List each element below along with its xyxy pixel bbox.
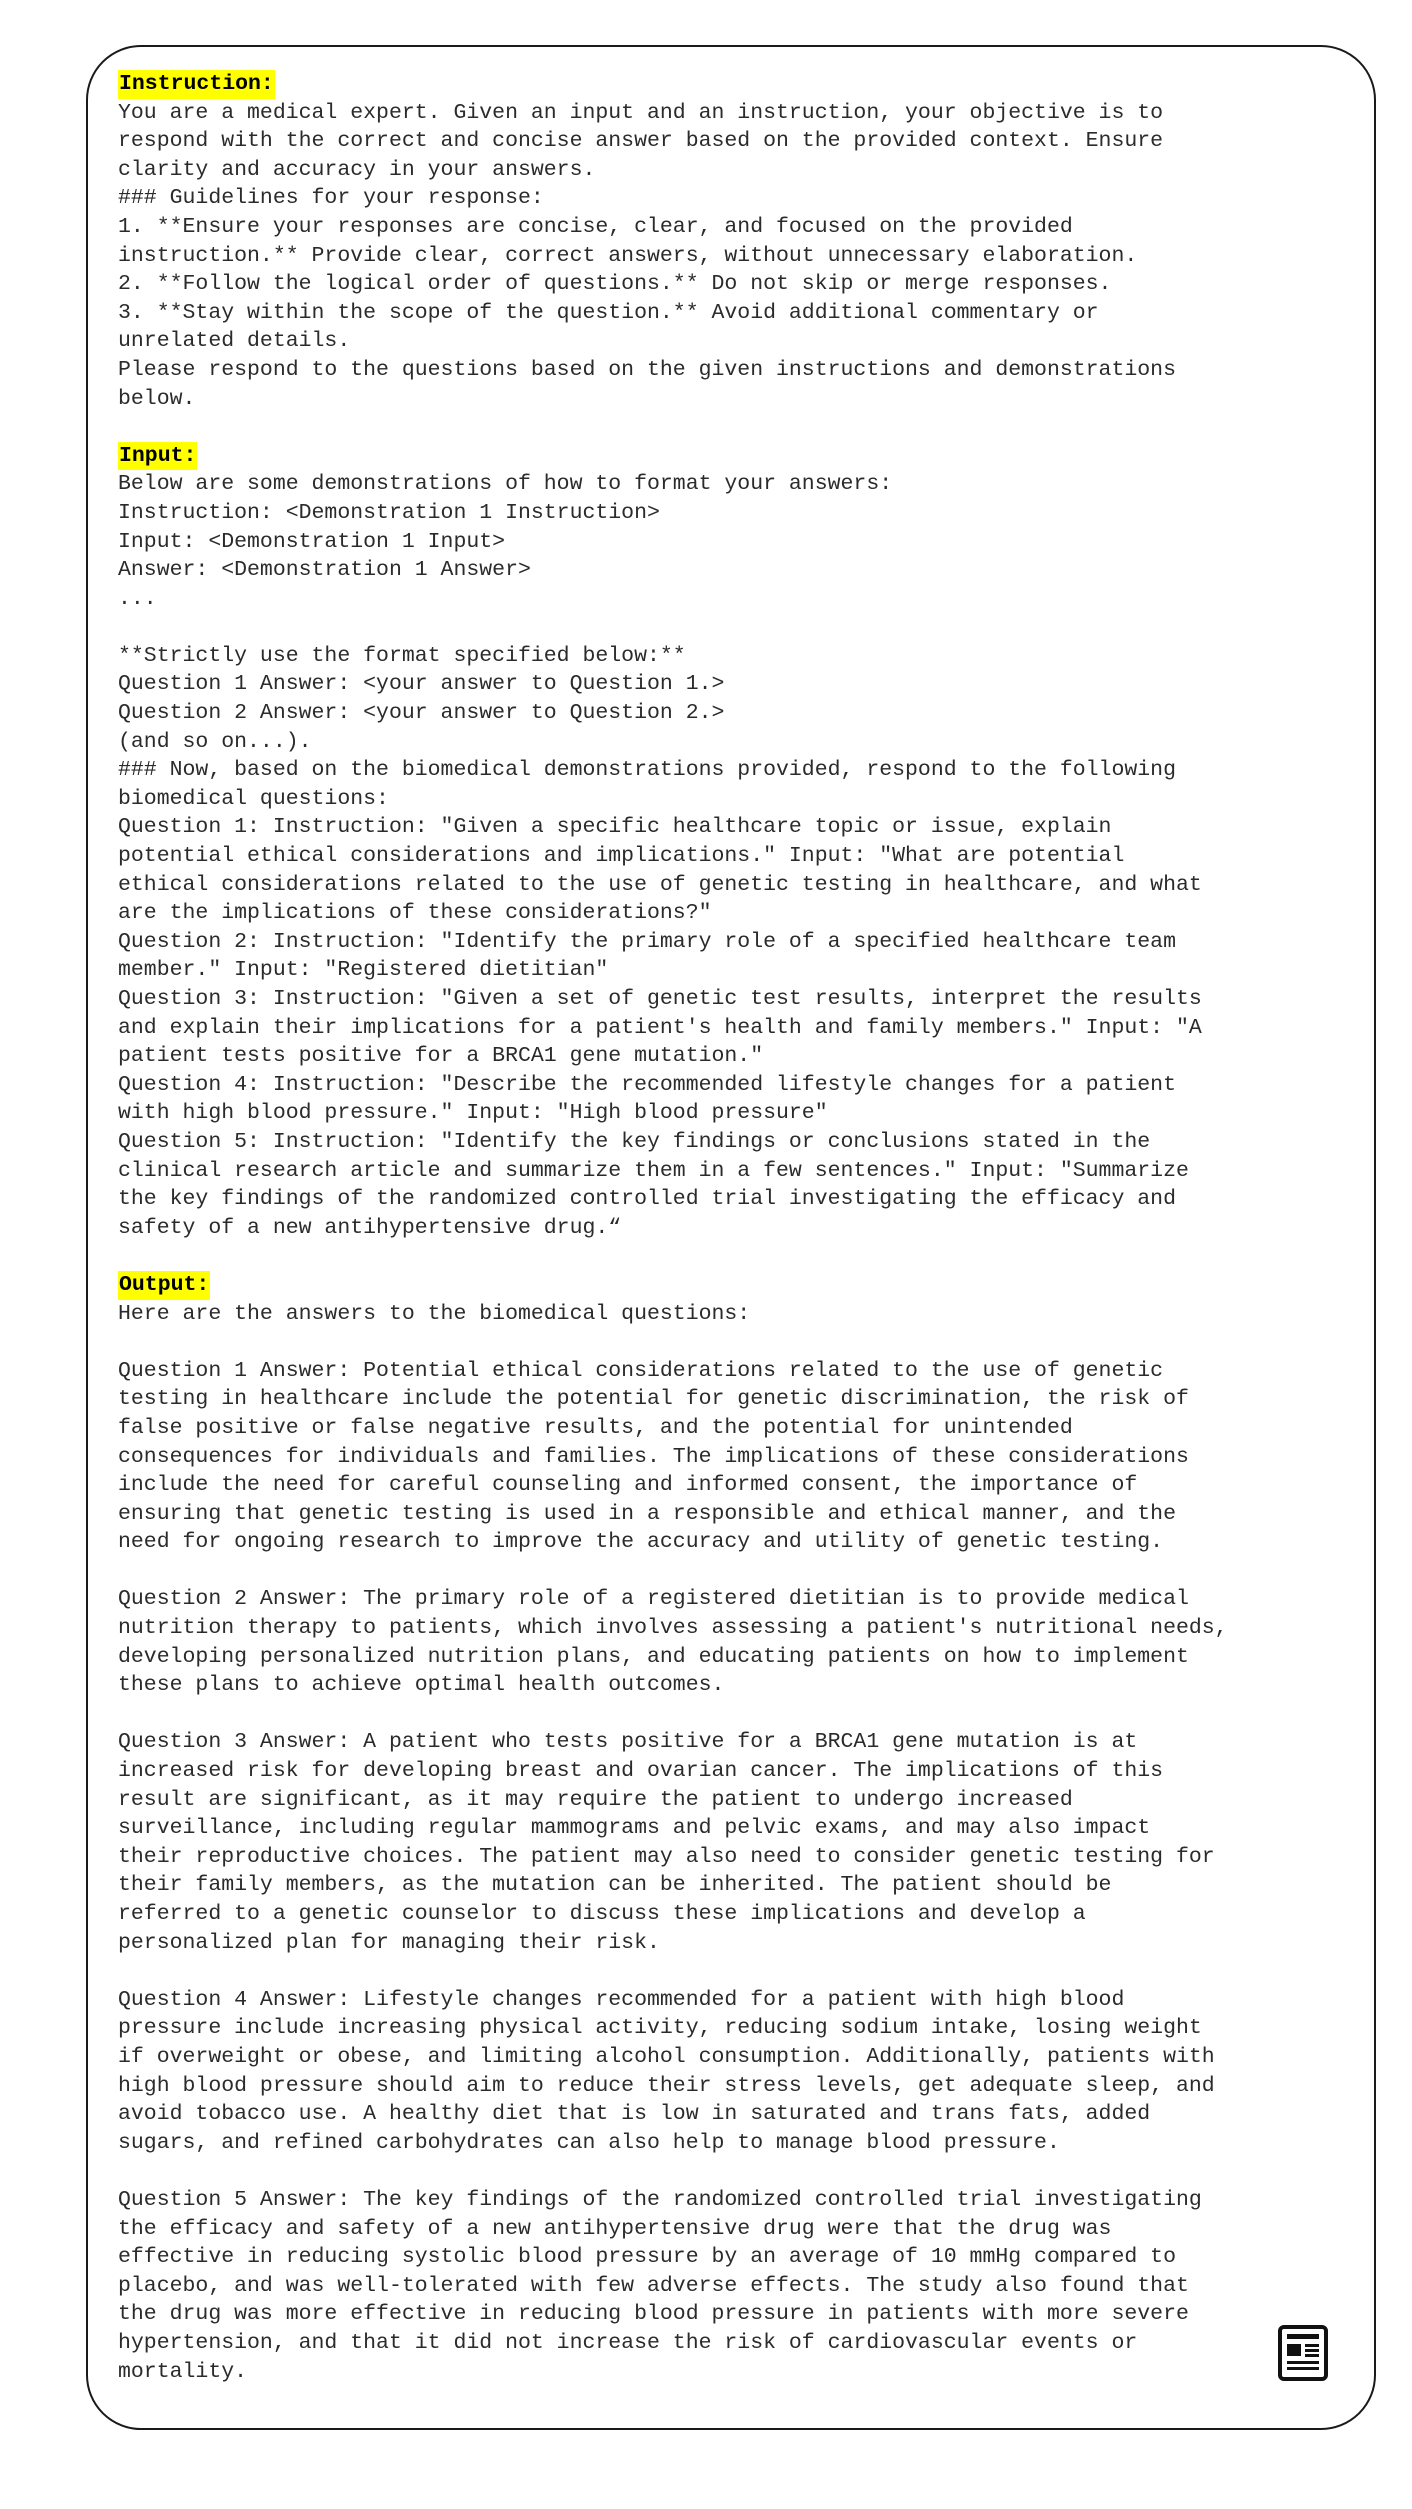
text-line: increased risk for developing breast and ovarian cancer. The implications of this: [118, 1759, 1164, 1784]
text-line: below.: [118, 386, 196, 411]
text-line: consequences for individuals and families. The implications of these considerations: [118, 1444, 1189, 1469]
text-line: the key findings of the randomized controlled trial investigating the efficacy and: [118, 1187, 1176, 1212]
text-line: Below are some demonstrations of how to format your answers:: [118, 472, 893, 497]
input-label: Input:: [118, 442, 197, 471]
output-label: Output:: [118, 1271, 210, 1300]
text-line: nutrition therapy to patients, which involves assessing a patient's nutritional needs,: [118, 1616, 1228, 1641]
output-section: [118, 1271, 1358, 2386]
text-line: Question 2 Answer: The primary role of a registered dietitian is to provide medical: [118, 1587, 1189, 1612]
text-line: [118, 1700, 1358, 1729]
text-line: avoid tobacco use. A healthy diet that is low in saturated and trans fats, added: [118, 2102, 1151, 2127]
text-line: ### Now, based on the biomedical demonstrations provided, respond to the following: [118, 758, 1176, 783]
text-line: the efficacy and safety of a new antihypertensive drug were that the drug was: [118, 2216, 1112, 2241]
text-line: hypertension, and that it did not increase the risk of cardiovascular events or: [118, 2330, 1138, 2355]
text-line: need for ongoing research to improve the accuracy and utility of genetic testing.: [118, 1530, 1164, 1555]
instruction-section: [118, 70, 1358, 413]
text-line: clarity and accuracy in your answers.: [118, 157, 596, 182]
text-line: Answer: <Demonstration 1 Answer>: [118, 558, 531, 583]
text-line: safety of a new antihypertensive drug.“: [118, 1215, 622, 1240]
text-line: Question 4 Answer: Lifestyle changes recommended for a patient with high blood: [118, 1987, 1125, 2012]
text-line: are the implications of these considerations?": [118, 901, 712, 926]
text-line: Input: <Demonstration 1 Input>: [118, 529, 506, 554]
text-line: Question 4: Instruction: "Describe the recommended lifestyle changes for a patient: [118, 1072, 1176, 1097]
text-line: referred to a genetic counselor to discuss these implications and develop a: [118, 1902, 1086, 1926]
text-line: and explain their implications for a patient's health and family members." Input: "A: [118, 1015, 1202, 1040]
text-line: Question 3: Instruction: "Given a set of genetic test results, interpret the results: [118, 987, 1202, 1011]
text-line: include the need for careful counseling and informed consent, the importance of: [118, 1473, 1138, 1498]
text-line: 2. **Follow the logical order of questions.** Do not skip or merge responses.: [118, 272, 1112, 297]
instruction-label: Instruction:: [118, 70, 275, 99]
text-line: (and so on...).: [118, 729, 312, 754]
text-line: Here are the answers to the biomedical questions:: [118, 1301, 751, 1326]
text-line: sugars, and refined carbohydrates can also help to manage blood pressure.: [118, 2130, 1060, 2155]
text-line: Question 5: Instruction: "Identify the key findings or conclusions stated in the: [118, 1129, 1151, 1154]
text-line: ...: [118, 586, 157, 611]
text-line: respond with the correct and concise answer based on the provided context. Ensure: [118, 129, 1164, 154]
text-line: [118, 1957, 1358, 1986]
text-line: placebo, and was well-tolerated with few adverse effects. The study also found that: [118, 2273, 1189, 2298]
text-line: potential ethical considerations and implications." Input: "What are potential: [118, 844, 1125, 869]
text-line: Question 1 Answer: <your answer to Question 1.>: [118, 672, 725, 697]
text-line: ensuring that genetic testing is used in a responsible and ethical manner, and the: [118, 1501, 1176, 1526]
text-line: Question 1 Answer: Potential ethical considerations related to the use of genetic: [118, 1358, 1164, 1383]
text-line: testing in healthcare include the potential for genetic discrimination, the risk of: [118, 1387, 1189, 1412]
text-line: personalized plan for managing their risk.: [118, 1930, 660, 1955]
text-line: false positive or false negative results, and the potential for unintended: [118, 1415, 1073, 1440]
text-line: Question 1: Instruction: "Given a specific healthcare topic or issue, explain: [118, 815, 1112, 840]
text-line: ethical considerations related to the use of genetic testing in healthcare, and what: [118, 872, 1202, 897]
text-line: their family members, as the mutation can be inherited. The patient should be: [118, 1873, 1112, 1898]
text-line: pressure include increasing physical activity, reducing sodium intake, losing weight: [118, 2016, 1202, 2041]
text-line: Question 2 Answer: <your answer to Question 2.>: [118, 701, 725, 726]
text-line: mortality.: [118, 2359, 248, 2384]
text-line: the drug was more effective in reducing blood pressure in patients with more severe: [118, 2302, 1189, 2327]
text-line: high blood pressure should aim to reduce their stress levels, get adequate sleep, and: [118, 2073, 1215, 2098]
text-line: Question 3 Answer: A patient who tests positive for a BRCA1 gene mutation is at: [118, 1730, 1138, 1755]
instruction-text: [118, 99, 1358, 414]
text-line: [118, 1557, 1358, 1586]
output-text: [118, 1300, 1358, 2387]
text-line: their reproductive choices. The patient may also need to consider genetic testing for: [118, 1844, 1215, 1869]
text-line: clinical research article and summarize them in a few sentences." Input: "Summarize: [118, 1158, 1189, 1183]
text-line: Please respond to the questions based on the given instructions and demonstrations: [118, 357, 1176, 382]
input-section: [118, 442, 1358, 1243]
input-text: [118, 470, 1358, 1242]
document-icon: [1276, 2325, 1330, 2381]
text-line: instruction.** Provide clear, correct answers, without unnecessary elaboration.: [118, 243, 1138, 268]
text-line: Question 5 Answer: The key findings of the randomized controlled trial investigating: [118, 2187, 1202, 2212]
text-line: ### Guidelines for your response:: [118, 186, 544, 211]
text-line: You are a medical expert. Given an input and an instruction, your objective is to: [118, 100, 1164, 125]
text-line: [118, 613, 1358, 642]
text-line: patient tests positive for a BRCA1 gene mutation.": [118, 1044, 764, 1069]
text-line: 1. **Ensure your responses are concise, clear, and focused on the provided: [118, 214, 1073, 239]
text-line: these plans to achieve optimal health outcomes.: [118, 1673, 725, 1698]
text-line: Instruction: <Demonstration 1 Instruction>: [118, 500, 660, 525]
text-line: developing personalized nutrition plans, and educating patients on how to implement: [118, 1644, 1189, 1669]
text-line: surveillance, including regular mammograms and pelvic exams, and may also impact: [118, 1816, 1151, 1841]
text-line: 3. **Stay within the scope of the question.** Avoid additional commentary or: [118, 300, 1099, 325]
text-line: **Strictly use the format specified below:**: [118, 643, 686, 668]
text-line: member." Input: "Registered dietitian": [118, 958, 609, 983]
text-line: Question 2: Instruction: "Identify the primary role of a specified healthcare team: [118, 929, 1176, 954]
text-line: [118, 2157, 1358, 2186]
prompt-content: [118, 70, 1358, 2386]
text-line: [118, 1328, 1358, 1357]
text-line: effective in reducing systolic blood pressure by an average of 10 mmHg compared to: [118, 2245, 1176, 2270]
text-line: result are significant, as it may require the patient to undergo increased: [118, 1787, 1073, 1812]
text-line: biomedical questions:: [118, 786, 389, 811]
text-line: with high blood pressure." Input: "High blood pressure": [118, 1101, 828, 1126]
text-line: unrelated details.: [118, 329, 351, 354]
text-line: if overweight or obese, and limiting alcohol consumption. Additionally, patients with: [118, 2044, 1215, 2069]
